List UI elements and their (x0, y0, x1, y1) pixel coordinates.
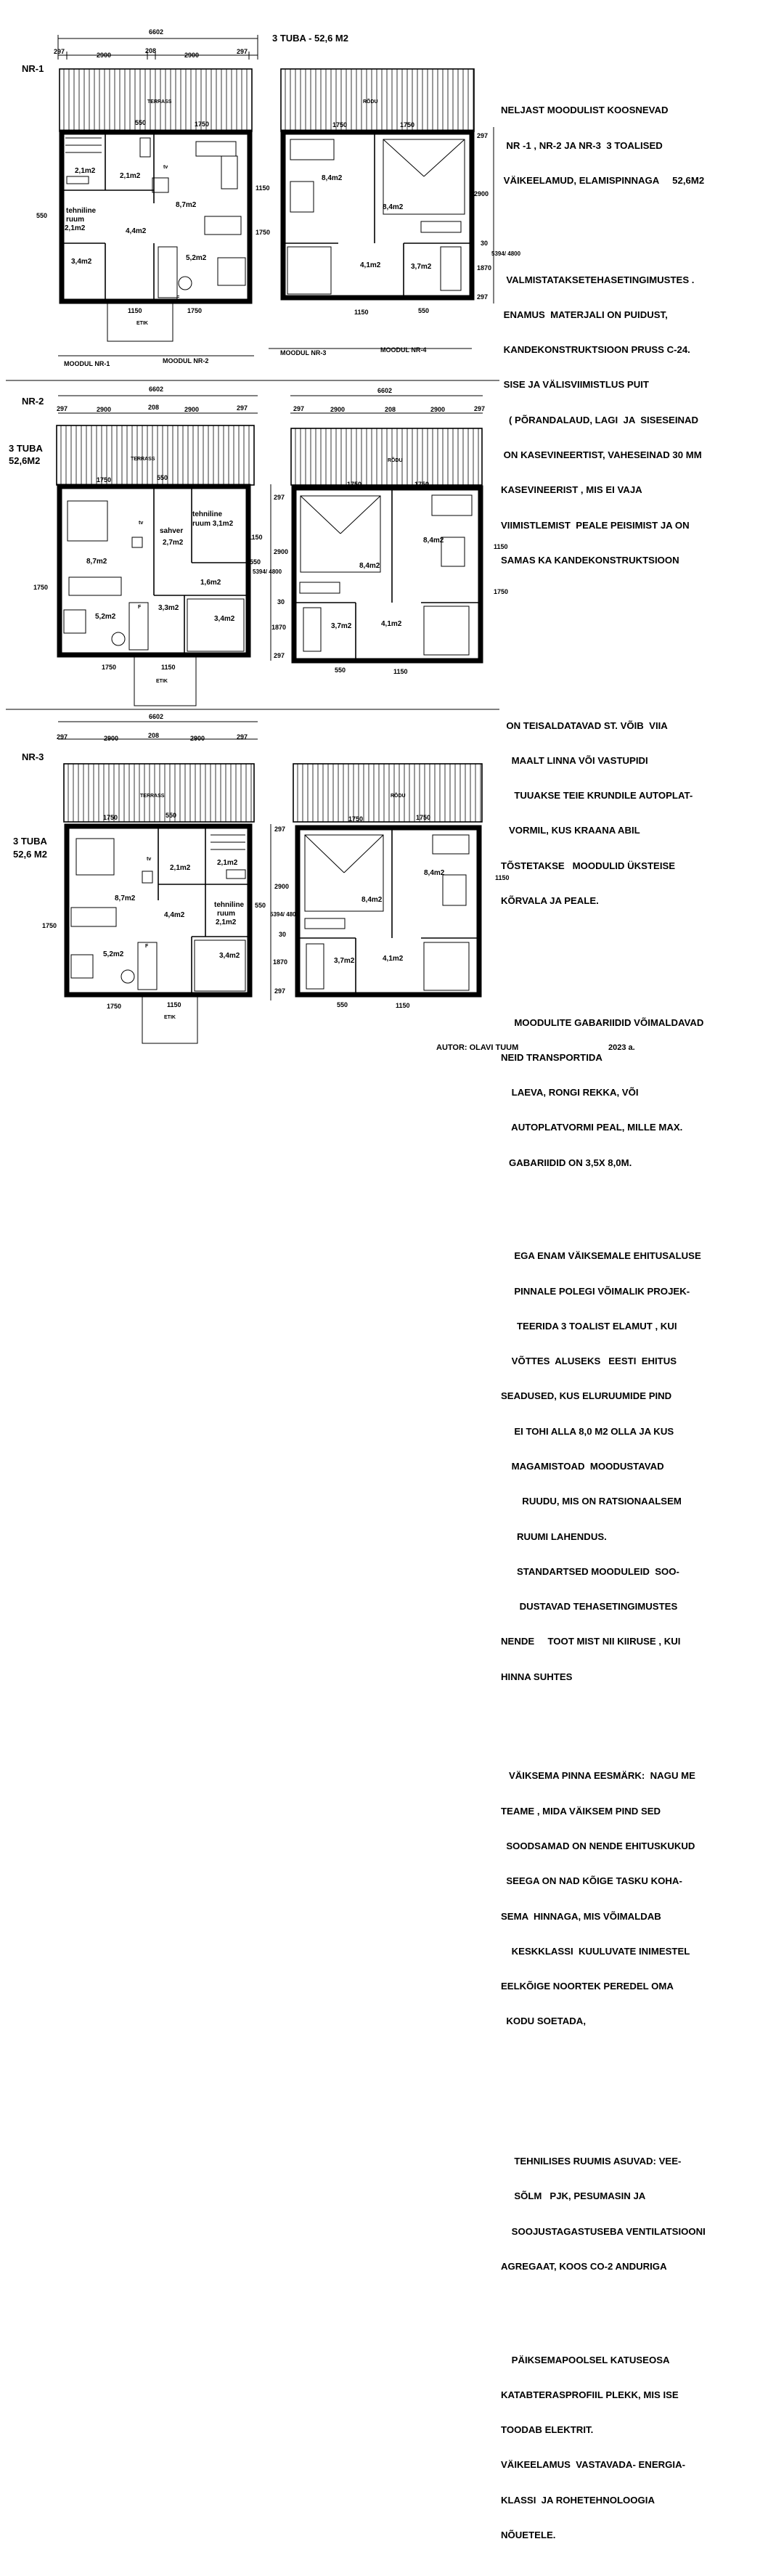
upper-floor-plan (281, 69, 521, 316)
svg-text:4,4m2: 4,4m2 (126, 227, 147, 235)
svg-text:8,7m2: 8,7m2 (86, 558, 107, 566)
svg-text:TERRASS: TERRASS (140, 794, 165, 799)
svg-text:1750: 1750 (332, 121, 348, 129)
author-name: AUTOR: OLAVI TUUM (436, 1043, 519, 1052)
svg-text:2900: 2900 (190, 735, 205, 742)
svg-text:ruum: ruum (217, 910, 235, 918)
svg-text:1750: 1750 (42, 922, 57, 929)
svg-text:3,4m2: 3,4m2 (214, 615, 235, 623)
svg-text:1870: 1870 (477, 264, 492, 272)
svg-text:1150: 1150 (128, 307, 142, 314)
description-notes (501, 58, 759, 2576)
svg-text:6602: 6602 (377, 387, 393, 394)
svg-text:3,4m2: 3,4m2 (219, 952, 240, 960)
svg-text:ruum: ruum (66, 216, 84, 224)
svg-text:2900: 2900 (97, 52, 112, 59)
svg-text:297: 297 (57, 405, 68, 412)
note-paragraph: VÄIKSEMA PINNA EESMÄRK: NAGU ME TEAME , MIDA VÄIKSEM PIND SED SOODSAMAD ON NENDE EHITUSKUKUD SEEGA ON NAD KÕIGE TASKU KOHA- SEMA HINNAGA, MIS VÕIMALDAB KESKKLASSI KUULUVATE INIMESTEL EELKÕIGE NOORTEK PEREDEL OMA KODU SOETADA, (501, 1770, 695, 2027)
svg-text:2900: 2900 (184, 406, 200, 413)
svg-text:tv: tv (147, 857, 152, 862)
svg-text:ETIK: ETIK (136, 321, 148, 326)
svg-text:1150: 1150 (248, 534, 263, 541)
svg-text:MOODUL NR-4: MOODUL NR-4 (380, 346, 427, 354)
svg-text:8,4m2: 8,4m2 (424, 869, 445, 877)
svg-text:2,1m2: 2,1m2 (65, 224, 86, 232)
svg-text:297: 297 (474, 405, 486, 412)
svg-text:297: 297 (274, 652, 285, 659)
svg-text:30: 30 (277, 598, 285, 606)
svg-text:4,1m2: 4,1m2 (381, 620, 402, 628)
svg-text:2900: 2900 (330, 406, 346, 413)
svg-text:2,1m2: 2,1m2 (216, 918, 237, 926)
svg-text:F: F (138, 605, 142, 610)
variant-title: 52,6 M2 (13, 849, 47, 860)
svg-text:4,1m2: 4,1m2 (383, 955, 404, 963)
svg-text:30: 30 (481, 240, 489, 247)
svg-text:5,2m2: 5,2m2 (95, 613, 116, 621)
svg-text:8,7m2: 8,7m2 (176, 201, 197, 209)
svg-text:1150: 1150 (393, 668, 408, 675)
svg-text:3,7m2: 3,7m2 (331, 622, 352, 630)
svg-text:550: 550 (166, 812, 177, 819)
svg-text:tehniline: tehniline (192, 510, 223, 518)
svg-text:297: 297 (293, 405, 305, 412)
svg-text:tv: tv (163, 165, 168, 170)
note-paragraph: ON TEISALDATAVAD ST. VÕIB VIIA MAALT LINNA VÕI VASTUPIDI TUUAKSE TEIE KRUNDILE AUTOPLAT- VORMIL, KUS KRAANA ABIL TÕSTETAKSE MOODULID ÜKSTEISE KÕRVALA JA PEALE. (501, 720, 693, 906)
svg-text:550: 550 (36, 212, 48, 219)
variant-label: NR-1 (22, 63, 44, 74)
ground-floor-plan (42, 764, 300, 1043)
page-title: 3 TUBA - 52,6 M2 (272, 33, 348, 44)
svg-text:TERRASS: TERRASS (131, 457, 155, 462)
upper-floor-plan (293, 764, 510, 1009)
svg-text:2,7m2: 2,7m2 (163, 539, 184, 547)
svg-text:TERRASS: TERRASS (147, 99, 172, 105)
svg-text:550: 550 (418, 307, 430, 314)
svg-text:3,7m2: 3,7m2 (411, 263, 432, 271)
svg-text:sahver: sahver (160, 527, 184, 535)
variant-nr-3 (13, 713, 510, 1043)
svg-text:8,4m2: 8,4m2 (423, 537, 444, 545)
variant-title: 52,6M2 (9, 455, 41, 466)
svg-text:tehniline: tehniline (214, 901, 245, 909)
svg-text:297: 297 (237, 733, 248, 741)
svg-text:1750: 1750 (102, 664, 117, 671)
svg-text:1150: 1150 (396, 1002, 410, 1009)
note-paragraph: PÄIKSEMAPOOLSEL KATUSEOSA KATABTERASPROFIIL PLEKK, MIS ISE TOODAB ELEKTRIT. VÄIKEELAMUS VASTAVADA- ENERGIA- KLASSI JA ROHETEHNOLOOGIA NÕUETELE. (501, 2354, 685, 2540)
svg-text:550: 550 (157, 474, 168, 481)
svg-text:5394/ 4800: 5394/ 4800 (491, 250, 521, 257)
svg-text:1150: 1150 (494, 543, 508, 550)
svg-text:208: 208 (148, 404, 160, 411)
svg-text:208: 208 (148, 732, 160, 739)
svg-text:1750: 1750 (347, 481, 362, 488)
svg-text:1870: 1870 (273, 958, 288, 966)
svg-text:1150: 1150 (495, 874, 510, 881)
upper-floor-plan (291, 428, 508, 675)
svg-text:1750: 1750 (414, 481, 430, 488)
svg-text:6602: 6602 (149, 713, 164, 720)
svg-text:1750: 1750 (400, 121, 415, 129)
svg-text:297: 297 (237, 404, 248, 412)
svg-text:1750: 1750 (195, 121, 210, 128)
dimension-chain-top (54, 28, 258, 60)
dimension-chain-top (57, 386, 485, 413)
svg-text:2900: 2900 (430, 406, 446, 413)
svg-text:550: 550 (255, 902, 266, 909)
svg-text:1150: 1150 (161, 664, 176, 671)
svg-text:6602: 6602 (149, 386, 164, 393)
svg-text:2900: 2900 (474, 190, 489, 197)
svg-text:1750: 1750 (97, 476, 112, 484)
svg-text:297: 297 (274, 826, 286, 833)
svg-text:3,3m2: 3,3m2 (158, 604, 179, 612)
svg-text:8,7m2: 8,7m2 (115, 894, 136, 902)
svg-text:4,4m2: 4,4m2 (164, 911, 185, 919)
svg-text:2,1m2: 2,1m2 (120, 172, 141, 180)
svg-text:1750: 1750 (33, 584, 49, 591)
svg-text:6602: 6602 (149, 28, 164, 36)
svg-text:tv: tv (139, 521, 144, 526)
svg-text:1750: 1750 (494, 588, 509, 595)
svg-text:3,7m2: 3,7m2 (334, 957, 355, 965)
svg-text:2900: 2900 (274, 548, 289, 555)
svg-text:3,4m2: 3,4m2 (71, 258, 92, 266)
svg-text:208: 208 (385, 406, 396, 413)
svg-text:5394/ 4800: 5394/ 4800 (253, 568, 282, 575)
dimension-chain-top (57, 713, 258, 742)
module-labels (58, 346, 472, 367)
svg-text:MOODUL NR-1: MOODUL NR-1 (64, 360, 110, 367)
svg-text:5,2m2: 5,2m2 (186, 254, 207, 262)
svg-text:1750: 1750 (256, 229, 271, 236)
svg-text:297: 297 (274, 494, 285, 501)
svg-text:4,1m2: 4,1m2 (360, 261, 381, 269)
svg-text:297: 297 (274, 987, 286, 995)
svg-text:1750: 1750 (187, 307, 203, 314)
ground-floor-plan (33, 425, 288, 706)
svg-text:MOODUL NR-3: MOODUL NR-3 (280, 349, 327, 356)
svg-text:F: F (145, 944, 149, 949)
svg-text:1870: 1870 (271, 624, 287, 631)
ground-floor-plan (36, 69, 270, 341)
note-paragraph: NELJAST MOODULIST KOOSNEVAD NR -1 , NR-2 JA NR-3 3 TOALISED VÄIKEELAMUD, ELAMISPINNAGA 52,6M2 (501, 105, 705, 186)
svg-text:tehniline: tehniline (66, 207, 97, 215)
svg-text:8,4m2: 8,4m2 (383, 203, 404, 211)
svg-text:5,2m2: 5,2m2 (103, 950, 124, 958)
svg-text:297: 297 (57, 733, 68, 741)
svg-text:297: 297 (477, 293, 489, 301)
svg-text:ETIK: ETIK (164, 1015, 176, 1020)
svg-text:RÕDU: RÕDU (391, 794, 406, 799)
svg-text:550: 550 (335, 667, 346, 674)
svg-text:550: 550 (135, 119, 147, 126)
note-paragraph: TEHNILISES RUUMIS ASUVAD: VEE- SÕLM PJK, PESUMASIN JA SOOJUSTAGASTUSEBA VENTILATSIOONI AGREGAAT, KOOS CO-2 ANDURIGA (501, 2156, 706, 2272)
svg-text:1,6m2: 1,6m2 (200, 579, 221, 587)
svg-text:2,1m2: 2,1m2 (170, 864, 191, 872)
svg-text:1750: 1750 (107, 1003, 122, 1010)
variant-label: NR-3 (22, 751, 44, 762)
svg-text:5394/ 4800: 5394/ 4800 (270, 911, 300, 918)
variant-title: 3 TUBA (13, 836, 47, 847)
svg-text:ruum 3,1m2: ruum 3,1m2 (192, 520, 234, 528)
variant-nr-2 (9, 386, 508, 706)
svg-text:1750: 1750 (348, 815, 364, 823)
svg-text:1750: 1750 (416, 814, 431, 821)
svg-text:2,1m2: 2,1m2 (75, 167, 96, 175)
svg-text:550: 550 (250, 558, 261, 566)
svg-text:2900: 2900 (184, 52, 200, 59)
svg-text:1150: 1150 (256, 184, 270, 192)
svg-text:RÕDU: RÕDU (388, 458, 403, 463)
svg-text:297: 297 (237, 48, 248, 55)
svg-text:8,4m2: 8,4m2 (361, 896, 383, 904)
svg-text:550: 550 (337, 1001, 348, 1008)
svg-text:1750: 1750 (103, 814, 118, 821)
svg-text:297: 297 (477, 132, 489, 139)
svg-text:2,1m2: 2,1m2 (217, 859, 238, 867)
svg-text:1150: 1150 (354, 309, 369, 316)
svg-text:1150: 1150 (167, 1001, 181, 1008)
variant-title: 3 TUBA (9, 443, 43, 454)
svg-text:F: F (176, 295, 180, 301)
svg-text:2900: 2900 (274, 883, 290, 890)
note-paragraph: MOODULITE GABARIIDID VÕIMALDAVAD NEID TRANSPORTIDA LAEVA, RONGI REKKA, VÕI AUTOPLATVORMI PEAL, MILLE MAX. GABARIIDID ON 3,5X 8,0M. (501, 1016, 704, 1168)
note-paragraph: VALMISTATAKSETEHASETINGIMUSTES . ENAMUS MATERJALI ON PUIDUST, KANDEKONSTRUKTSIOON PRUSS C-24. SISE JA VÄLISVIIMISTLUS PUIT ( PÕRANDALAUD, LAGI JA SISESEINAD ON KASEVINEERTIST, VAHESEINAD 30 MM KASEVINEERIST , MIS EI VAJA VIIMISTLEMIST PEALE PEISIMIST JA ON SAMAS KA KANDEKONSTRUKTSIOON (501, 274, 702, 566)
author-year: 2023 a. (608, 1043, 635, 1052)
variant-nr-1 (22, 28, 521, 367)
svg-text:8,4m2: 8,4m2 (359, 562, 380, 570)
svg-text:2900: 2900 (104, 735, 119, 742)
svg-text:208: 208 (145, 47, 157, 54)
svg-text:8,4m2: 8,4m2 (322, 174, 343, 182)
svg-text:MOODUL NR-2: MOODUL NR-2 (163, 357, 209, 364)
svg-text:30: 30 (279, 931, 287, 938)
svg-text:ETIK: ETIK (156, 679, 168, 684)
svg-text:297: 297 (54, 48, 65, 55)
variant-label: NR-2 (22, 396, 44, 407)
svg-text:RÕDU: RÕDU (363, 99, 378, 105)
svg-text:2900: 2900 (97, 406, 112, 413)
note-paragraph: EGA ENAM VÄIKSEMALE EHITUSALUSE PINNALE POLEGI VÕIMALIK PROJEK- TEERIDA 3 TOALIST ELAMUT , KUI VÕTTES ALUSEKS EESTI EHITUS SEADUSED, KUS ELURUUMIDE PIND EI TOHI ALLA 8,0 M2 OLLA JA KUS MAGAMISTOAD MOODUSTAVAD RUUDU, MIS ON RATSIONAALSEM RUUMI LAHENDUS. STANDARTSED MOODULEID SOO- DUSTAVAD TEHASETINGIMUSTES NENDE TOOT MIST NII KIIRUSE , KUI HINNA SUHTES (501, 1250, 701, 1682)
